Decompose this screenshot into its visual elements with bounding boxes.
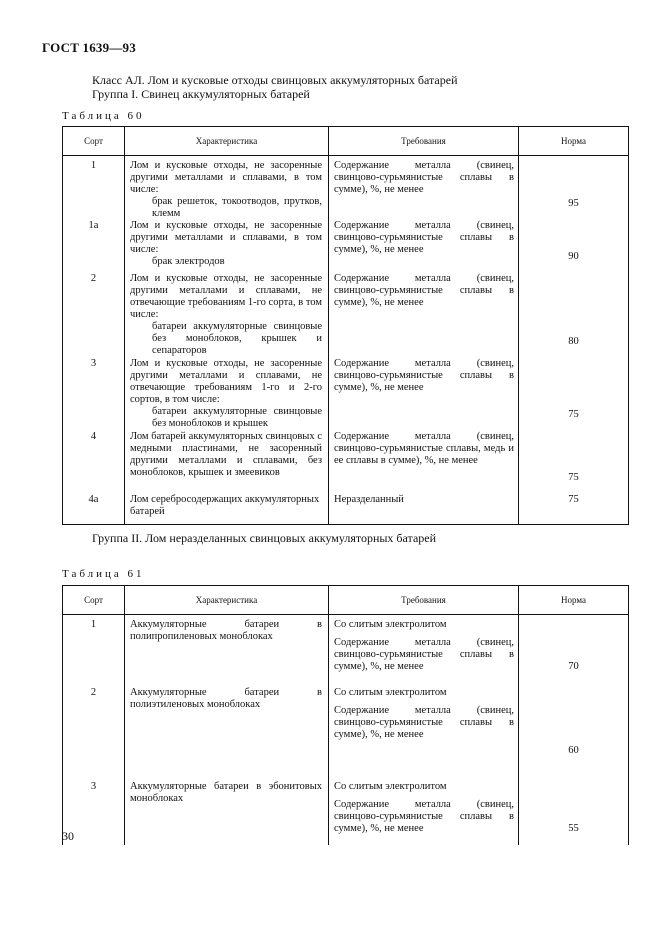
table-row — [63, 615, 629, 684]
characteristic-cell — [125, 767, 329, 845]
characteristic-text: Лом и кусковые отходы, не засоренные другими металлами и сплавами, не отвечающие требованиям 1-го и 2-го сортов, в том числе: — [130, 358, 322, 405]
requirement-metal-content: Содержание металла (свинец, свинцово-сурьмянистые сплавы в сумме), %, не менее — [334, 705, 514, 740]
table-row — [63, 156, 629, 221]
col-header-grade: Сорт — [63, 127, 125, 156]
grade-cell: 4а — [63, 494, 125, 525]
table-row — [63, 494, 629, 525]
characteristic-cell — [125, 156, 329, 221]
characteristic-subtext: брак электродов — [152, 256, 225, 267]
table-60 — [62, 126, 629, 525]
characteristic-text: Лом и кусковые отходы, не засоренные другими металлами и сплавами, в том числе: — [130, 220, 322, 255]
characteristic-cell — [125, 220, 329, 273]
group-1-title: Группа I. Свинец аккумуляторных батарей — [92, 87, 310, 101]
col-header-requirements: Требования — [329, 586, 519, 615]
characteristic-subtext: батареи аккумуляторные свинцовые без моноблоков, крышек и сепараторов — [152, 321, 322, 356]
norm-cell: 55 — [519, 767, 629, 845]
table-row — [63, 431, 629, 494]
characteristic-cell — [125, 273, 329, 358]
col-header-characteristic: Характеристика — [125, 127, 329, 156]
table-60-caption: Таблица 60 — [62, 110, 145, 122]
col-header-norm: Норма — [519, 586, 629, 615]
page-number: 30 — [62, 829, 74, 843]
characteristic-cell — [125, 683, 329, 767]
characteristic-text: Лом серебросодержащих аккумуляторных батарей — [130, 494, 320, 517]
grade-cell: 2 — [63, 273, 125, 358]
grade-cell: 3 — [63, 358, 125, 431]
class-title: Класс АЛ. Лом и кусковые отходы свинцовых аккумуляторных батарей — [92, 73, 458, 87]
norm-cell: 60 — [519, 683, 629, 767]
norm-cell: 70 — [519, 615, 629, 684]
norm-cell: 75 — [519, 431, 629, 494]
grade-cell: 2 — [63, 683, 125, 767]
characteristic-cell — [125, 615, 329, 684]
table-61 — [62, 585, 629, 845]
characteristic-text: Аккумуляторные батареи в эбонитовых моноблоках — [130, 781, 322, 804]
requirement-cell: Содержание металла (свинец, свинцово-сурьмянистые сплавы в сумме), %, не менее — [329, 358, 519, 431]
table-row — [63, 220, 629, 273]
table-row — [63, 358, 629, 431]
requirement-cell — [329, 683, 519, 767]
characteristic-text: Лом и кусковые отходы, не засоренные другими металлами и сплавами, не отвечающие требованиям 1-го сорта, в том числе: — [130, 273, 322, 320]
col-header-norm: Норма — [519, 127, 629, 156]
norm-cell: 90 — [519, 220, 629, 273]
characteristic-text: Лом и кусковые отходы, не засоренные другими металлами и сплавами, в том числе: — [130, 160, 322, 195]
requirement-electrolyte: Со слитым электролитом — [334, 781, 447, 792]
norm-cell: 95 — [519, 156, 629, 221]
characteristic-cell — [125, 494, 329, 525]
requirement-metal-content: Содержание металла (свинец, свинцово-сурьмянистые сплавы в сумме), %, не менее — [334, 799, 514, 834]
characteristic-cell — [125, 431, 329, 494]
col-header-characteristic: Характеристика — [125, 586, 329, 615]
grade-cell: 1 — [63, 156, 125, 221]
document-header: ГОСТ 1639—93 — [42, 40, 136, 55]
requirement-cell: Содержание металла (свинец, свинцово-сурьмянистые сплавы в сумме), %, не менее — [329, 156, 519, 221]
requirement-cell — [329, 615, 519, 684]
grade-cell: 3 — [63, 767, 125, 845]
requirement-cell: Содержание металла (свинец, свинцово-сурьмянистые сплавы, медь и ее сплавы в сумме), %, не менее — [329, 431, 519, 494]
requirement-cell — [329, 767, 519, 845]
grade-cell: 4 — [63, 431, 125, 494]
characteristic-text: Лом батарей аккумуляторных свинцовых с медными пластинами, не засоренный другими металлами и сплавами, без моноблоков, крышек и змеевиков — [130, 431, 322, 478]
characteristic-subtext: брак решеток, токоотводов, прутков, клемм — [152, 196, 322, 219]
characteristic-cell — [125, 358, 329, 431]
requirement-cell: Содержание металла (свинец, свинцово-сурьмянистые сплавы в сумме), %, не менее — [329, 273, 519, 358]
characteristic-subtext: батареи аккумуляторные свинцовые без моноблоков и крышек — [152, 406, 322, 429]
requirement-electrolyte: Со слитым электролитом — [334, 687, 447, 698]
col-header-grade: Сорт — [63, 586, 125, 615]
requirement-metal-content: Содержание металла (свинец, свинцово-сурьмянистые сплавы в сумме), %, не менее — [334, 637, 514, 672]
requirement-electrolyte: Со слитым электролитом — [334, 619, 447, 630]
table-row — [63, 767, 629, 845]
requirement-cell: Неразделанный — [329, 494, 519, 525]
requirement-cell: Содержание металла (свинец, свинцово-сурьмянистые сплавы в сумме), %, не менее — [329, 220, 519, 273]
characteristic-text: Аккумуляторные батареи в полипропиленовых моноблоках — [130, 619, 322, 642]
table-61-caption: Таблица 61 — [62, 568, 145, 580]
characteristic-text: Аккумуляторные батареи в полиэтиленовых моноблоках — [130, 687, 322, 710]
norm-cell: 80 — [519, 273, 629, 358]
table-row — [63, 683, 629, 767]
grade-cell: 1 — [63, 615, 125, 684]
group-2-title: Группа II. Лом неразделанных свинцовых аккумуляторных батарей — [92, 531, 437, 545]
col-header-requirements: Требования — [329, 127, 519, 156]
norm-cell: 75 — [519, 494, 629, 525]
norm-cell: 75 — [519, 358, 629, 431]
table-row — [63, 273, 629, 358]
grade-cell: 1а — [63, 220, 125, 273]
